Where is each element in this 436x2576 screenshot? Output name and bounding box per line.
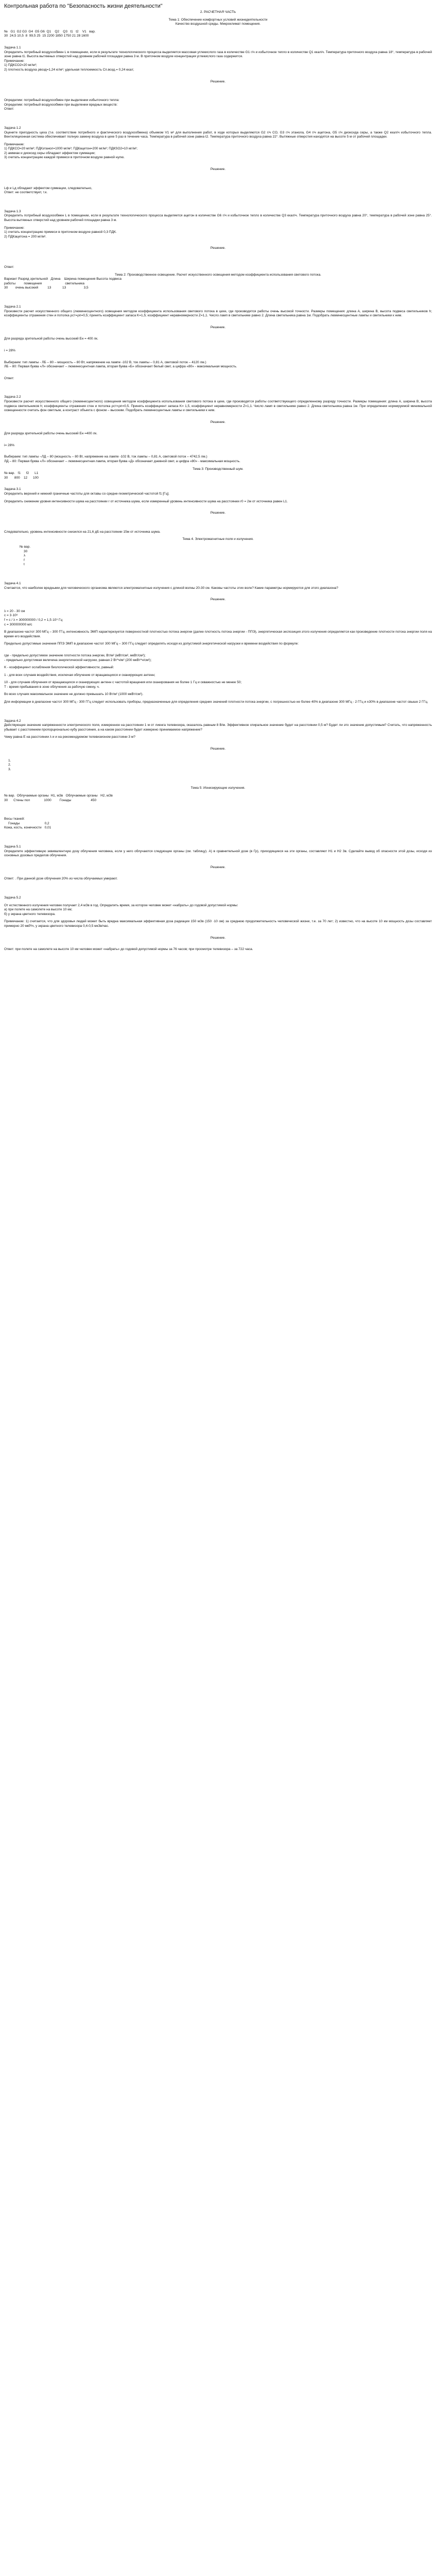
weights-header: Весы тканей: [4,817,25,821]
task-2-2-line-4: ЛД – 80: Первая буква «Л» обозначает – люминесцентная лампа, вторая буква «Д» обозначает дневной свет, а цифра «80» - максимальная мощность. [4,460,240,464]
task-4-1-line-13: Во всех случаях максимальное значение не должно превышать 10 Вт/м² (1000 мкВт/см²). [4,692,144,697]
task-1-2-note-1: 1) ПДКCO=20 мг/м³; ПДКэтанол=1000 мг/м³; ПДКацетон=200 мг/м³; ПДКSO2=10 мг/м³; [4,147,138,151]
task-4-1-line-1: λ = 20 - 30 см [4,609,25,613]
task-1-2-text: Оцените пригодность цеха (т.е. соответствие потребного и фактического воздухообмена) объемом V1 м³ для выполнения работ, в ходе которых выделяются G2 г/ч CO, G3 г/ч этанола, G4 г/ч ацетона, G5 г/ч диоксида серы, а также Q2 ккал/ч избыточного тепла. Вентиляционная система обеспечивает полную замену воздуха в цехе 5 раз в течение часа. Температура в рабочей зоне равна t2. Температура приточного воздуха равна 22°. Вытяжные отверстия находятся на высоте 5 м от рабочей площадки. [4,130,432,139]
topic2-table-row: 30 очень высокий 13 13 3,5 [4,286,89,290]
task-2-2-text: Произвести расчет искусственного общего (люминесцентного) освещения методом коэффициента использования светового потока в цехе, где производятся работы соответствующего определенному разряду точности. Размеры помещения: длина A, ширина B, высота подвеса светильников h; коэффициенты отражения стен и потолка ρст=ρп=0,5. Принять коэффициент запаса K= 1,5, коэффициент неравномерности Z=1,1. Число ламп в светильнике равно 2. Длина светильника равна 1м. При определении нормируемой минимальной освещенности считать фон светлым, а контраст объекта с фоном – высоким. Подобрать люминесцентные лампы и светильники к ним. [4,399,432,413]
task-2-2-line-1: Для разряда зрительной работы очень высокий Ен =400 лк. [4,432,98,436]
task-1-1-title: Задача 1.1 [4,45,21,49]
task-1-3-note-label: Примечание: [4,226,25,230]
task-5-2-solution: Решение. [210,936,226,940]
document-title: Контрольная работа по "Безопасность жизни деятельности" [4,3,163,9]
task-5-2-b: б) у экрана цветного телевизора. [4,912,56,916]
task-3-1-solution: Решение. [210,511,226,515]
task-1-2-answer: Ответ: не соответствует, т.к. [4,191,48,195]
task-2-1-text: Произвести расчет искусственного общего (люминесцентного) освещения методом коэффициента использования светового потока в цехе, где производятся работы очень высокой точности. Размеры помещения: длина A, ширина B, высота подвеса светильников h; коэффициенты отражения стен и потолка ρст=ρп=0,5; принять коэффициент запаса K=1,5; коэффициент неравномерности Z=1,1. Число ламп в светильнике равно 2. Длина светильника равна 1м. Подобрать люминесцентные лампы и светильники к ним. [4,309,432,318]
task-2-1-line-2: i = 28% [4,348,15,352]
task-1-3-answer: Ответ: [4,265,14,269]
topic2-table-header-2: работы помещения светильника [4,281,84,285]
task-4-2-text: Действующее значение напряженности электрического поля, измеренное на расстоянии 1 м от лиенга телевизора, оказалось равным 8 В/м. Эффективное спиральное значение будет на расстоянии 0,5 м? Будет ли это значение допустимым? Считать, что напряженность убывает с расстоянием пропорционально кубу расстояния, а на каком расстоянии будет измерено принимаемое напряжение? [4,723,432,732]
task-2-1-solution: Решение. [210,325,226,329]
task-4-1-line-8: - предельно допустимая величина энергетической нагрузки, равная 2 Вт*ч/м² (200 мкВт*ч/см²); [4,658,152,662]
task-1-2-note-2: 2) аммиак и диоксид серы обладают эффектом суммации; [4,151,96,155]
topic3-title: Тема 3: Производственный шум. [193,467,243,471]
task-4-1-line-7: где - предельно допустимое значение плотности потока энергии, Вт/м² (мВт/см², мкВт/см²); [4,653,146,657]
weight-gonads-value: 0,2 [44,821,49,825]
task-4-1-line-4: c = 300000000 м/с [4,622,32,626]
topic3-table-row: 30 800 12 100 [4,476,39,480]
task-2-2-solution: Решение. [210,420,226,424]
task-2-1-line-4: ЛБ – 80: Первая буква «Л» обозначает – люминесцентная лампа, вторая буква «Б» обозначает белый свет, а цифра «80» - максимальная мощность. [4,365,237,369]
task-4-1-line-10: 1 - для всех случаев воздействия, исключая облучение от вращающихся и сканирующих антенн; [4,673,155,677]
task-1-1-note-1: 1) ПДКCO2=20 мг/м³; [4,63,37,67]
task-1-2-solution: Решение. [210,167,226,172]
task-1-2-note-label: Примечание: [4,142,25,146]
part-heading: 2. РАСЧЕТНАЯ ЧАСТЬ [200,10,236,14]
task-2-1-line-1: Для разряда зрительной работы очень высокий Ен = 400 лк. [4,337,98,341]
weight-gonads-label: Гонады [8,821,20,825]
task-5-1-text: Определите эффективную эквивалентную дозу облучения человека, если у него облучаются следующие органы (см. таблицу). А) в сравнительной дозе (в Гр), приходящиеся на эти органы, составляют H1 и H2 Зв. Сделайте вывод об опасности этой дозы, исходя из основных дозовых пределов облучения. [4,849,432,858]
task-4-2-item-3: 3. [8,767,11,771]
topic1-subtitle: Качество воздушной среды. Микроклимат помещения. [175,22,261,26]
task-2-1-title: Задача 2.1 [4,304,21,309]
task-4-1-line-2: c = 3·10⁸ [4,614,18,618]
task-1-3-solution: Решение. [210,246,226,250]
task-4-2-item-1: 1. [8,758,11,762]
task-1-1-note-2: 2) плотность воздуха ρвозд=1,24 кг/м³; удельная теплоемкость Cп.возд.= 0,24 ккал; [4,67,134,72]
task-1-3-title: Задача 1.3 [4,209,21,213]
topic4-title: Тема 4. Электромагнитные поля и излучения. [182,537,254,541]
task-1-2-note-3: 3) считать концентрацию каждой примеси в приточном воздухе равной нулю. [4,156,125,160]
task-1-1-text: Определить потребный воздухообмен L в помещении, если в результате технологического процесса выделяется массовая углекислого газа в количестве G1 г/ч и избыточное тепло в количестве Q1 ккал/ч. Температура приточного воздуха равна 18°, температура в рабочей зоне равна t1. Высота вытяжных отверстий над уровнем рабочей площадки равна 3 м. В приточном воздухе концентрация углекислого газа содержится. [4,50,432,59]
task-3-1-text-2: Определить снижение уровня интенсивности шума на расстоянии r от источника шума, если измеренный уровень интенсивности шума на расстоянии r0 = 2м от источника равен L1. [4,499,288,503]
task-4-2-item-2: 2. [8,763,11,767]
task-4-2-solution: Решение. [210,747,226,751]
task-4-1-solution: Решение. [210,598,226,602]
task-5-1-solution: Решение. [210,865,226,869]
topic4-col-header: № вар. [20,545,31,549]
task-5-2-title: Задача 5.2 [4,895,21,900]
topic4-var: 30 [24,549,28,553]
task-1-3-text: Определить потребный воздухообмен L в помещении, если в результате технологического процесса выделяется ацетон в количестве G6 г/ч и избыточное тепло в количестве Q3 ккал/ч. Температура приточного воздуха равна 20°, температура в рабочей зоне равна 25°. Высота вытяжных отверстий над уровнем рабочей площадки равна 3 м. [4,214,432,223]
topic4-var-lambda: λ [24,554,26,558]
task-4-1-line-12: T - время пребывания в зоне облучения за рабочую смену, ч. [4,685,100,689]
task-1-1-solution: Решение. [210,79,226,83]
task-4-2-question: Чему равна Е на расстоянии λ и и на рекомендуемом телевизионом расстояни 3 м? [4,735,135,739]
weights-table [4,817,54,831]
weight-skin-value: 0,01 [44,826,51,830]
task-4-1-line-6: Предельно допустимые значения ППЭ ЭМП в диапазоне частот 300 МГц – 300 ГГц следует определять исходя из допустимой энергетической нагрузки и времени воздействия по формуле: [4,642,299,646]
topic1-table-row: 30 24,5 10,5 8 99,5 25 15 2200 1850 1750 21 28 1600 [4,34,89,38]
task-1-3-note-2: 2) ПДКацетона = 200 мг/м³. [4,234,46,239]
task-5-2-answer: Ответ: при полете на самолете на высоте 10 км человек может «набрать» до годовой допустимой нормы за 76 часов; при просмотре телевизора – за 722 часа. [4,947,253,952]
topic2-title: Тема 2: Производственное освещение. Расчет искусственного освещения методом коэффициента использования светового потока. [114,273,321,277]
topic2-table-header: Вариант Разряд зрительной Длина Ширина помещения Высота подвеса [4,277,121,281]
task-1-1-note-label: Примечание: [4,59,25,63]
task-5-2-note: Примечание: 1) считается, что для здоровья людей может быть вредна максимальная эффективная доза радиации 150 мЗв (150 ·10 ом) за среднюю продолжительность человеческой жизни, т.е. за 70 лет; 2) известно, что на высоте 10 км мощность дозы составляет примерно 20 мкР/ч, у экрана цветного телевизора 0,4-0,5 мкЗв/час. [4,920,432,928]
task-3-1-line-1: Следовательно, уровень интенсивности снизился на 21,6 дБ на расстоянии 15м от источника шума. [4,530,161,534]
task-4-1-line-3: f = c / λ = 300000000 / 0,2 = 1,5·10⁹ Гц [4,618,63,622]
task-2-2-line-2: i= 28% [4,443,15,447]
task-4-1-line-9: K - коэффициент ослабления биологической эффективности, равный: [4,666,114,670]
task-2-1-answer: Ответ: [4,376,14,380]
task-3-1-text: Определить верхний и нижний граничные частоты для октавы со средне-геометрической частотой f1 [Гц]. [4,492,169,496]
task-4-1-line-5: В диапазоне частот 300 МГц – 300 ГГц, интенсивность ЭМП характеризуется поверхностной плотностью потока энергии (далее плотность потока энергии - ППЭ), энергетическая экспозиция этого излучения определяется как произведение плотности потока энергии поля на время его воздействия. [4,630,432,638]
topic5-table-header: № вар. Облучаемые органы H1, мЗв Облучаемые органы H2, мЗв [4,794,113,798]
topic4-table [20,545,33,567]
task-5-2-text: От естественного излучения человек получает 2,4 мЗв в год. Определить время, за которое человек может «набрать» до годовой допустимой нормы: [4,903,238,907]
task-4-2-title: Задача 4.2 [4,719,21,723]
task-5-1-title: Задача 5.1 [4,844,21,849]
topic5-title: Тема 5: Ионизирующие излучения. [190,786,246,790]
task-1-3-note-1: 1) считать концентрацию примеси в приточном воздухе равной 0,3 ПДК. [4,230,117,234]
task-2-2-line-3: Выбираем: тип лампы –ЛД – 80 (мощность – 80 Вт, напряжение на лампе -102 В, ток лампы – 0,81 А, световой поток – 4742,5 лм.) [4,455,207,459]
task-1-1-answer-1: Определим: потребный воздухообмен при выделении избыточного тепла: [4,98,119,103]
topic3-table-header: № вар. f1 f2 L1 [4,471,39,476]
task-4-1-title: Задача 4.1 [4,581,21,585]
weight-skin-label: Кожа, кость, конечности [4,826,42,830]
document [0,0,436,952]
topic1-title: Тема 1: Обеспечение комфортных условий жизнедеятельности [168,18,268,22]
topic1-table-header: № G1 G2 G3 G4 G5 G6 Q1 Q2 Q3 t1 t2 V1 вар. [4,29,96,33]
topic4-var-f: f [24,558,25,562]
task-1-1-answer: Ответ: [4,107,14,111]
task-4-1-line-11: 10 - для случаев облучения от вращающихся и сканирующих антенн с частотой вращения или сканирования не более 1 Гц и скважностью не менее 50; [4,681,242,685]
task-1-1-answer-2: Определим: потребный воздухообмен при выделении вредных веществ: [4,103,118,107]
task-1-2-line-1: Lф и Lд обладают эффектом суммации, следовательно, [4,186,92,190]
task-2-1-line-3: Выбираем: тип лампы - ЛБ – 80 – мощность – 80 Вт, напряжение на лампе -102 В, ток лампы – 0,81 А, световой поток – 4120 лм.) [4,360,206,364]
task-2-2-title: Задача 2.2 [4,395,21,399]
task-4-1-text: Считается, что наиболее вредными для человеческого организма являются электромагнитные излучения с длиной волны 20-30 см. Каковы частоты этих волн? Какие параметры нормируются для этого диапазона? [4,586,339,590]
task-3-1-title: Задача 3.1 [4,487,21,492]
task-4-1-line-14: Для информации в диапазоне частот 300 МГц - 300 ГГц следует использовать приборы, предназначенные для определения средних значений плотности потока энергии, с погрешностью не более 40% в диапазоне 300 МГц - 2 ГГц и ±30% в диапазоне частот свыше 2 ГГц. [4,700,428,704]
task-5-2-a: a) при полете на самолете на высоте 10 км; [4,908,73,912]
topic4-var-t: t [24,563,25,567]
task-1-2-title: Задача 1.2 [4,126,21,130]
task-5-1-answer: Ответ: . При данной дозе облучения 20% из числа облучаемых умирают. [4,877,118,881]
topic5-table-row: 30 Стены пол 1000 Гонады 450 [4,798,97,802]
